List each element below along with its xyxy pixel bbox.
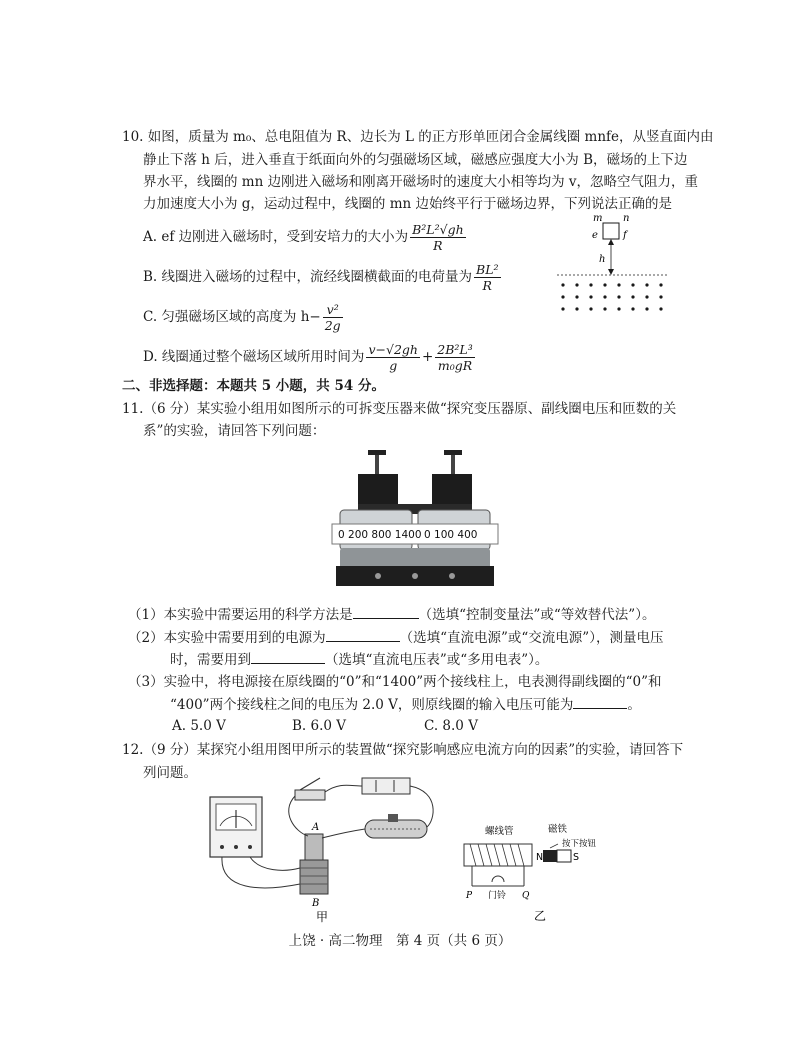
q11-part2-options-2: （选填“直流电压表”或“多用电表”）。 — [325, 652, 549, 668]
arrowhead-up-icon — [608, 239, 614, 245]
q11-part3-end: 。 — [627, 697, 641, 713]
q10-option-c — [143, 302, 345, 333]
q11-part2-options: （选填“直流电源”或“交流电源”），测量电压 — [399, 630, 664, 646]
fraction-denominator: 2g — [324, 318, 341, 333]
label-p: P — [466, 891, 473, 901]
switch-base — [295, 790, 325, 800]
q11-part2-text-2: 时，需要用到 — [170, 652, 251, 668]
label-e: e — [592, 230, 598, 241]
q12-stem-line1: 12.（9 分）某探究小组用图甲所示的装置做“探究影响感应电流方向的因素”的实验，请回答下 — [122, 742, 684, 758]
wire — [222, 857, 300, 888]
magnet-north-label: N — [536, 852, 544, 863]
q11-part1 — [128, 604, 655, 625]
label-doorbell: 门铃 — [488, 891, 507, 901]
label-f: f — [623, 230, 627, 241]
magnet-north-pole — [543, 850, 557, 862]
fraction-numerator: B²L²√gh — [412, 222, 464, 237]
page-footer: 上饶 · 高二物理 第 4 页（共 6 页） — [288, 933, 512, 949]
caption-jia: 甲 — [316, 910, 329, 924]
wire — [250, 857, 300, 870]
fraction-numerator: v−√2gh — [368, 342, 418, 357]
label-q: Q — [522, 891, 530, 901]
fraction-denominator: R — [482, 278, 492, 293]
label-b: B — [312, 898, 320, 909]
screw-knob-left-icon — [368, 450, 386, 455]
q10-option-b-fraction — [474, 262, 501, 293]
q11-part3-blank[interactable] — [573, 694, 627, 709]
screw-knob-right-icon — [444, 450, 462, 455]
q11-part2-text: （2）本实验中需要用到的电源为 — [128, 630, 326, 646]
transformer-figure — [330, 448, 500, 596]
magnet-south-pole — [557, 850, 571, 862]
wire — [322, 829, 365, 838]
q10-option-c-text: C. 匀强磁场区域的高度为 h− — [143, 309, 321, 325]
fraction-denominator: R — [433, 238, 443, 253]
fraction-denominator: g — [389, 358, 398, 373]
q10-stem-line1: 10. 如图，质量为 m₀、总电阻值为 R、边长为 L 的正方形单匝闭合金属线圈 mnfe，从竖直面内由 — [122, 129, 714, 145]
q10-option-d-fraction-2 — [435, 342, 474, 373]
label-m: m — [593, 213, 603, 224]
square-coil — [603, 223, 619, 239]
q11-choice-b: B. 6.0 V — [292, 718, 347, 734]
primary-turns-label: 0 200 800 1400 — [338, 529, 422, 541]
battery — [362, 778, 410, 794]
q11-part1-options: （选填“控制变量法”或“等效替代法”）。 — [418, 607, 656, 623]
q10-option-d-fraction-1 — [366, 342, 420, 373]
label-h: h — [599, 254, 606, 265]
q10-stem-line4: 力加速度大小为 g，运动过程中，线圈的 mn 边始终平行于磁场边界，下列说法正确的是 — [143, 196, 673, 212]
label-solenoid: 螺线管 — [485, 826, 514, 837]
q11-part3-text: “400”两个接线柱之间的电压为 2.0 V，则原线圈的输入电压可能为 — [170, 697, 574, 713]
q10-option-b — [143, 262, 503, 293]
leader-line — [550, 844, 558, 848]
coil-b — [300, 860, 328, 894]
q11-choice-a: A. 5.0 V — [172, 718, 226, 734]
q11-part3: （3）实验中，将电源接在原线圈的“0”和“1400”两个接线柱上，电表测得副线圈的“0”和 — [128, 674, 662, 690]
section-heading: 二、非选择题：本题共 5 小题，共 54 分。 — [122, 378, 385, 394]
label-a: A — [312, 822, 320, 833]
solenoid — [464, 844, 532, 866]
q11-part3-cont — [170, 694, 641, 715]
switch-lever-icon — [300, 778, 320, 790]
q11-stem-line2: 系”的实验，请回答下列问题： — [143, 423, 326, 439]
q12-stem-line2: 列问题。 — [143, 765, 197, 781]
doorbell-icon — [492, 876, 504, 882]
terminal-icon — [220, 845, 224, 849]
rheostat-slider-icon — [388, 814, 398, 822]
wire — [289, 796, 308, 836]
label-press-button: 按下按钮 — [562, 839, 597, 849]
figure-jia-apparatus — [200, 772, 450, 924]
q10-option-d — [143, 342, 477, 373]
q10-option-a-fraction — [410, 222, 466, 253]
terminal-icon — [375, 573, 381, 579]
terminal-icon — [449, 573, 455, 579]
plus-sign: + — [421, 349, 434, 365]
magnetic-field-dots — [561, 283, 662, 310]
q11-stem-line1: 11.（6 分）某实验小组用如图所示的可拆变压器来做“探究变压器原、副线圈电压和匝数的关 — [122, 401, 677, 417]
q11-part2-blank-2[interactable] — [251, 649, 325, 664]
screw-rod-right — [451, 455, 455, 477]
fraction-numerator: BL² — [476, 262, 499, 277]
q10-option-b-text: B. 线圈进入磁场的过程中，流经线圈横截面的电荷量为 — [143, 269, 473, 285]
q10-coil-field-figure — [555, 205, 670, 325]
figure-yi-doorbell — [450, 822, 600, 924]
wire — [325, 785, 362, 792]
q11-choice-c: C. 8.0 V — [424, 718, 478, 734]
terminal-icon — [248, 845, 252, 849]
fraction-denominator: m₀gR — [437, 358, 473, 373]
q11-part1-blank[interactable] — [353, 604, 419, 619]
q10-stem-line2: 静止下落 h 后，进入垂直于纸面向外的匀强磁场区域，磁感应强度大小为 B，磁场的上下边 — [143, 152, 688, 168]
fraction-numerator: 2B²L³ — [437, 342, 473, 357]
q10-stem-line3: 界水平，线圈的 mn 边刚进入磁场和刚离开磁场时的速度大小相等均为 v，忽略空气阻力，重 — [143, 174, 698, 190]
q10-option-a-text: A. ef 边刚进入磁场时，受到安培力的大小为 — [143, 229, 409, 245]
fraction-numerator: v² — [323, 302, 343, 318]
q11-part2 — [128, 627, 663, 648]
screw-rod-left — [375, 455, 379, 477]
secondary-turns-label: 0 100 400 — [424, 529, 478, 541]
label-magnet: 磁铁 — [548, 824, 568, 835]
terminal-icon — [412, 573, 418, 579]
q11-part1-text: （1）本实验中需要运用的科学方法是 — [128, 607, 353, 623]
arrowhead-down-icon — [608, 269, 614, 275]
q10-option-c-fraction — [323, 302, 343, 333]
q10-option-d-text: D. 线圈通过整个磁场区域所用时间为 — [143, 349, 365, 365]
magnet-south-label: S — [573, 852, 580, 863]
label-n: n — [623, 213, 630, 224]
q11-part2-blank-1[interactable] — [326, 627, 400, 642]
q10-option-a — [143, 222, 468, 253]
q11-part2-cont — [170, 649, 548, 670]
terminal-icon — [234, 845, 238, 849]
caption-yi: 乙 — [534, 909, 547, 923]
